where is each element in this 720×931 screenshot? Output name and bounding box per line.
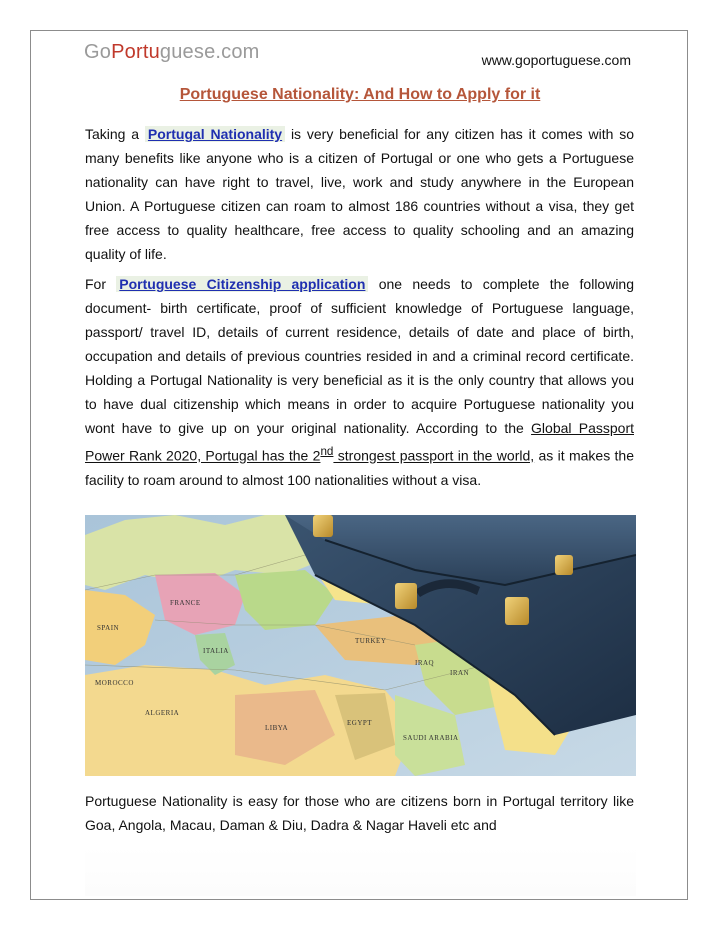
document-title: Portuguese Nationality: And How to Apply for it bbox=[179, 86, 541, 103]
paragraph-2-end: as it makes the facility to roam around to almost 100 nationalities without a visa. bbox=[85, 447, 635, 488]
logo-text-portu: Portu bbox=[111, 41, 160, 63]
map-label-italia: ITALIA bbox=[203, 647, 229, 655]
map-suitcase-photo bbox=[85, 515, 636, 776]
passport-rank-superscript: nd bbox=[320, 445, 334, 458]
paragraph-1-body: is very beneficial for any citizen has it comes with so many benefits like anyone who is a citizen of Portugal or one who gets a Portuguese nationality can have right to travel, live, work and study anywhere in the European Union. A Portuguese citizen can roam to almost 186 countries without a visa, they get free access to quality healthcare, free access to quality schooling and an amazing quality of life. bbox=[85, 126, 635, 262]
map-label-france: FRANCE bbox=[170, 599, 201, 607]
map-label-spain: SPAIN bbox=[97, 624, 120, 632]
paragraph-3: Portuguese Nationality is easy for those who are citizens born in Portugal territory like Goa, Angola, Macau, Daman & Diu, Dadra & Nagar Haveli etc and bbox=[85, 793, 634, 833]
paragraph-2 bbox=[85, 272, 634, 492]
suitcase-clasp-left bbox=[313, 515, 333, 537]
paragraph-2-body: one needs to complete the following document- birth certificate, proof of sufficient knowledge of Portuguese language, passport/ travel ID, details of current residence, details of date and place of birth, occupation and details of previous countries resided in and a criminal record certificate. Holding a Portugal Nationality is very beneficial as it is the only country that allows you to have dual citizenship which means in order to acquire Portuguese nationality you wont have to give up on your original nationality. According to the bbox=[85, 276, 635, 436]
map-label-saudi-arabia: SAUDI ARABIA bbox=[403, 734, 459, 742]
map-label-iraq: IRAQ bbox=[415, 659, 435, 667]
map-label-egypt: EGYPT bbox=[347, 719, 373, 727]
citizenship-application-link[interactable]: Portuguese Citizenship application bbox=[116, 276, 368, 292]
paragraph-1 bbox=[85, 122, 634, 266]
portugal-nationality-link[interactable]: Portugal Nationality bbox=[145, 126, 285, 142]
site-url[interactable]: www.goportuguese.com bbox=[481, 52, 631, 68]
map-label-morocco: MOROCCO bbox=[95, 679, 134, 687]
logo-text-go: Go bbox=[84, 41, 112, 63]
page-bottom-fade bbox=[85, 846, 636, 896]
site-logo[interactable] bbox=[84, 41, 260, 64]
map-suitcase-illustration bbox=[85, 515, 636, 776]
map-label-iran: IRAN bbox=[450, 669, 470, 677]
map-label-turkey: TURKEY bbox=[355, 637, 387, 645]
map-label-algeria: ALGERIA bbox=[145, 709, 180, 717]
paragraph-2-intro: For bbox=[85, 276, 117, 292]
suitcase-lock-left bbox=[395, 583, 417, 609]
suitcase-lock-right bbox=[505, 597, 529, 625]
logo-text-tail: guese.com bbox=[159, 41, 260, 63]
passport-rank-reference-1: Global Passport Power Rank 2020, Portugal has the 2 bbox=[85, 420, 634, 464]
suitcase-clasp-right bbox=[555, 555, 573, 575]
paragraph-1-intro: Taking a bbox=[85, 126, 145, 142]
passport-rank-reference-2: strongest passport in the world, bbox=[333, 447, 535, 464]
map-label-libya: LIBYA bbox=[265, 724, 289, 732]
